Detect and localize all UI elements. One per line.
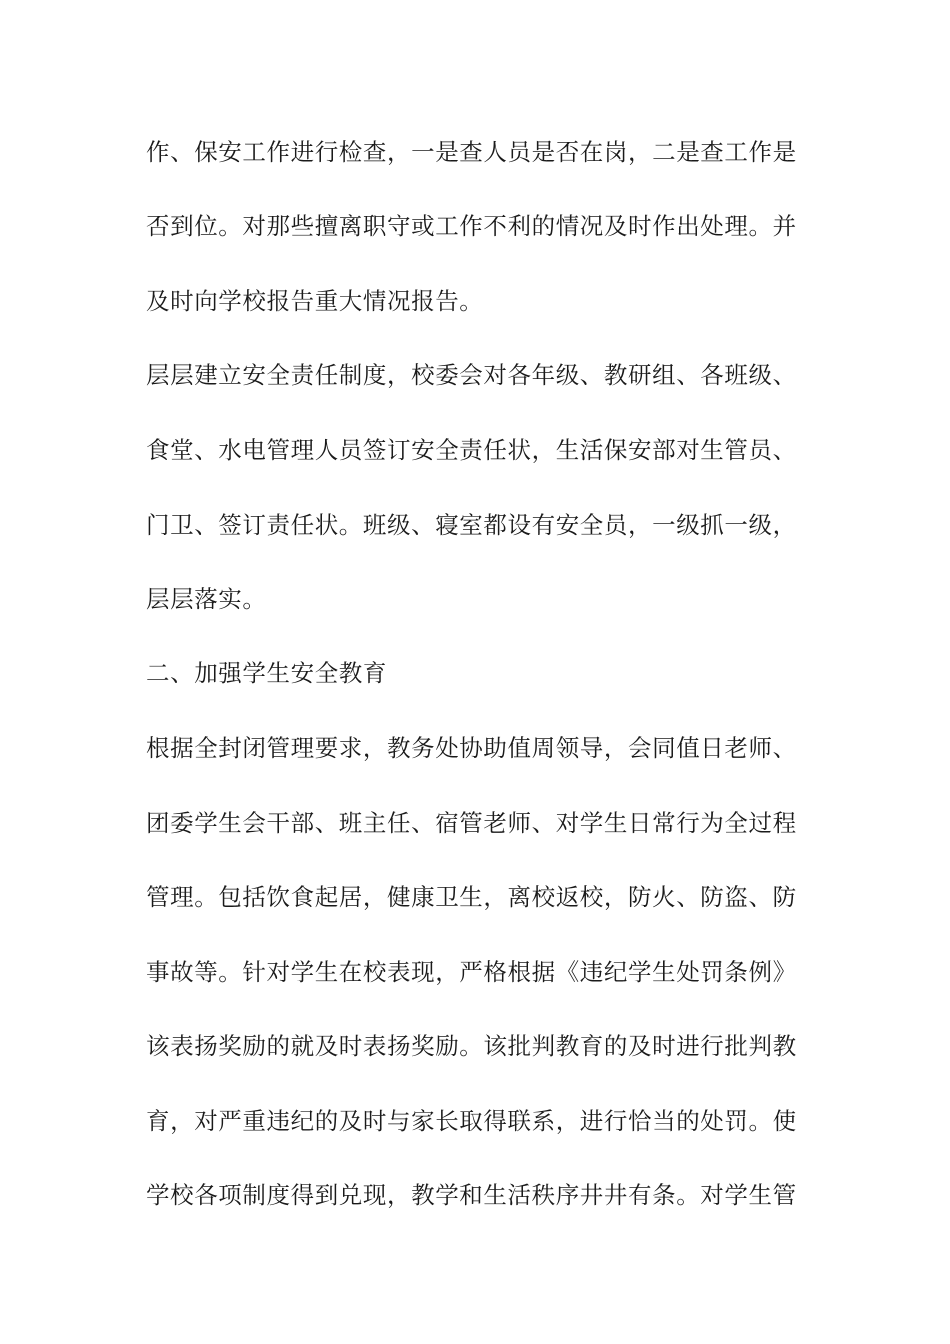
text-line: 学校各项制度得到兑现，教学和生活秩序井井有条。对学生管 (146, 1181, 797, 1209)
text-line: 否到位。对那些擅离职守或工作不利的情况及时作出处理。并 (146, 212, 797, 240)
text-line: 食堂、水电管理人员签订安全责任状，生活保安部对生管员、 (146, 436, 797, 464)
text-line: 团委学生会干部、班主任、宿管老师、对学生日常行为全过程 (146, 809, 797, 837)
text-line: 育，对严重违纪的及时与家长取得联系，进行恰当的处罚。使 (146, 1107, 797, 1135)
text-line: 该表扬奖励的就及时表扬奖励。该批判教育的及时进行批判教 (146, 1032, 797, 1060)
text-line: 作、保安工作进行检查，一是查人员是否在岗，二是查工作是 (146, 138, 797, 166)
text-line: 管理。包括饮食起居，健康卫生，离校返校，防火、防盗、防 (146, 883, 797, 911)
text-line: 层层建立安全责任制度，校委会对各年级、教研组、各班级、 (146, 361, 797, 389)
text-line: 层层落实。 (146, 585, 267, 613)
section-heading: 二、加强学生安全教育 (146, 659, 387, 687)
text-line: 根据全封闭管理要求，教务处协助值周领导，会同值日老师、 (146, 734, 797, 762)
text-line: 门卫、签订责任状。班级、寝室都设有安全员，一级抓一级， (146, 511, 797, 539)
text-line: 事故等。针对学生在校表现，严格根据《违纪学生处罚条例》 (146, 958, 797, 986)
text-line: 及时向学校报告重大情况报告。 (146, 287, 484, 315)
